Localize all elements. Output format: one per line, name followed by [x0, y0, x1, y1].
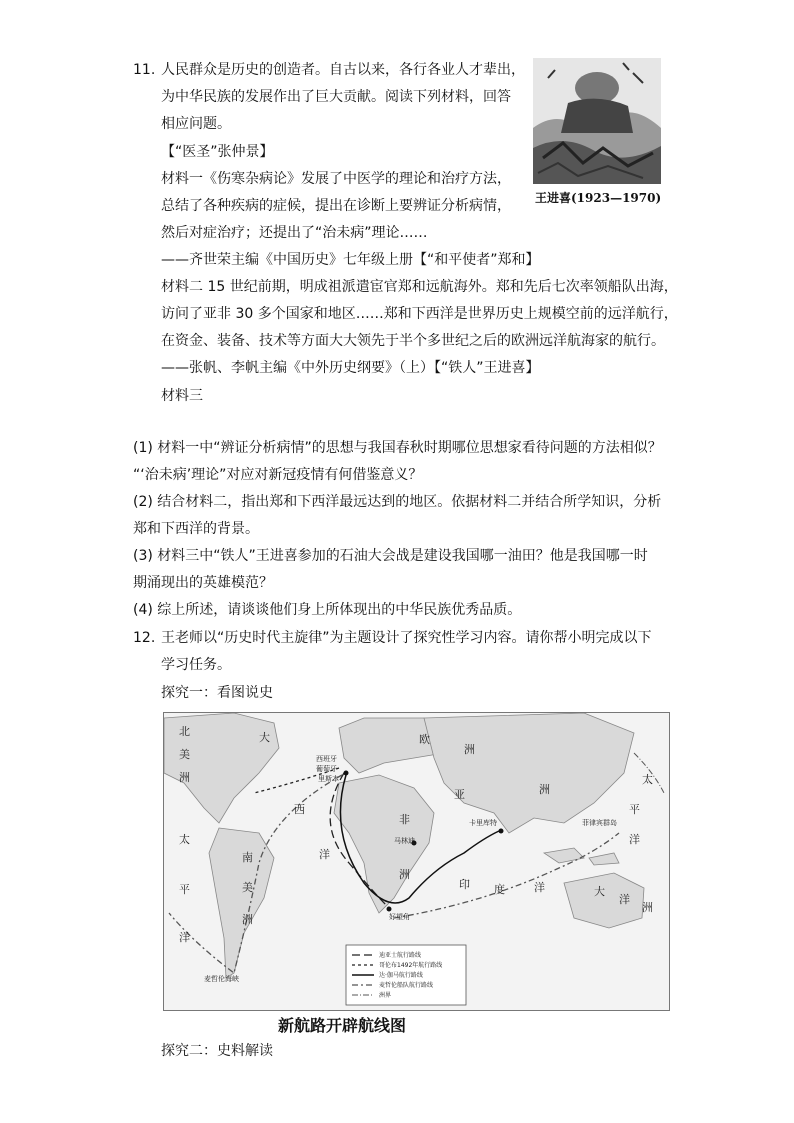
- map-label-pacific-right-2: 平: [629, 803, 640, 816]
- material2-line-1: 材料二 15 世纪前期，明成祖派遣宦官郑和远航海外。郑和先后七次率领船队出海，: [161, 279, 678, 295]
- map-label-oceania-2: 洋: [619, 893, 630, 906]
- map-label-indian-2: 度: [494, 883, 505, 896]
- map-label-lisbon: 里斯本: [318, 775, 339, 783]
- map-legend: [346, 945, 466, 1005]
- asia-land: [424, 713, 634, 833]
- legend-magellan: 麦哲伦船队航行路线: [379, 982, 434, 989]
- map-label-pacific-right-3: 洋: [629, 833, 640, 846]
- q12-intro-line-1: 王老师以“历史时代主旋律”为主题设计了探究性学习内容。请你帮小明完成以下: [161, 630, 652, 646]
- q11-sub-question-3: (3) 材料三中“铁人”王进喜参加的石油大会战是建设我国哪一油田？他是我国哪一时: [133, 548, 648, 564]
- q11-sub-question-2: (2) 结合材料二，指出郑和下西洋最远达到的地区。依据材料二并结合所学知识，分析: [133, 494, 662, 510]
- q11-sub-question-3-cont: 期涌现出的英雄模范？: [133, 575, 273, 591]
- africa-land: [334, 775, 434, 913]
- q11-intro-line-3: 相应问题。: [161, 116, 231, 132]
- map-label-north-america-1: 北: [179, 725, 190, 738]
- map-label-indian-1: 印: [459, 878, 470, 891]
- legend-columbus: 哥伦布1492年航行路线: [379, 962, 443, 969]
- section-title-zhang-zhongjing: 【“医圣”张仲景】: [161, 144, 274, 160]
- map-label-philippines: 菲律宾群岛: [582, 819, 617, 827]
- map-label-south-america-2: 美: [242, 881, 253, 894]
- map-label-portugal: 葡萄牙: [316, 765, 337, 773]
- map-label-pacific-right-1: 太: [642, 773, 653, 786]
- q11-intro-line-1: 人民群众是历史的创造者。自古以来，各行各业人才辈出，: [161, 62, 525, 78]
- map-label-atlantic-1: 大: [259, 731, 270, 744]
- map-label-spain: 西班牙: [316, 755, 337, 763]
- legend-da-gama: 达·伽马航行路线: [379, 972, 423, 979]
- material2-line-2: 访问了亚非 30 多个国家和地区……郑和下西洋是世界历史上规模空前的远洋航行，: [161, 306, 678, 322]
- indonesia-islands: [544, 848, 619, 865]
- map-label-atlantic-2: 西: [294, 803, 305, 816]
- map-label-europe-1: 欧: [419, 733, 430, 746]
- material3-label: 材料三: [161, 388, 203, 404]
- photo-caption: 王进喜(1923—1970): [535, 191, 662, 205]
- new-sea-routes-map: [163, 712, 670, 1011]
- map-label-north-america-3: 洲: [179, 771, 190, 784]
- map-label-europe-2: 洲: [464, 743, 475, 756]
- material1-line-2: 总结了各种疾病的症候，提出在诊断上要辨证分析病情，: [161, 198, 511, 214]
- map-label-malindi: 马林迪: [394, 837, 415, 845]
- map-label-north-america-2: 美: [179, 748, 190, 761]
- map-label-pacific-left-3: 洋: [179, 931, 190, 944]
- question-11-number: 11.: [133, 62, 156, 78]
- map-label-magellan-strait: 麦哲伦海峡: [204, 975, 239, 983]
- map-label-pacific-left-2: 平: [179, 883, 190, 896]
- map-label-south-america-3: 洲: [242, 913, 253, 926]
- explore-2-label: 探究二：史料解读: [161, 1043, 273, 1059]
- map-label-oceania-1: 大: [594, 885, 605, 898]
- q11-sub-question-2-cont: 郑和下西洋的背景。: [133, 521, 259, 537]
- legend-dias: 迪亚士航行路线: [379, 952, 422, 959]
- map-label-oceania-3: 洲: [642, 901, 653, 914]
- legend-boundary: 洲界: [379, 992, 392, 999]
- map-label-africa-2: 洲: [399, 868, 410, 881]
- material1-line-3: 然后对症治疗；还提出了“治未病”理论……: [161, 225, 428, 241]
- material2-line-3: 在资金、装备、技术等方面大大领先于半个多世纪之后的欧洲远洋航海家的航行。: [161, 333, 665, 349]
- map-label-atlantic-3: 洋: [319, 848, 330, 861]
- map-label-asia-2: 洲: [539, 783, 550, 796]
- question-12-number: 12.: [133, 630, 156, 646]
- q11-sub-question-1-cont: “‘治未病’理论”对应对新冠疫情有何借鉴意义？: [133, 467, 423, 483]
- explore-1-label: 探究一：看图说史: [161, 685, 273, 701]
- source1-line: ——齐世荣主编《中国历史》七年级上册【“和平使者”郑和】: [161, 252, 540, 268]
- q12-intro-line-2: 学习任务。: [161, 657, 231, 673]
- q11-sub-question-4: (4) 综上所述，请谈谈他们身上所体现出的中华民族优秀品质。: [133, 602, 522, 618]
- australia-land: [564, 873, 644, 928]
- map-label-pacific-left-1: 太: [179, 833, 190, 846]
- map-label-cape-of-good-hope: 好望角: [389, 913, 410, 921]
- map-label-africa-1: 非: [399, 813, 410, 826]
- map-title: 新航路开辟航线图: [278, 1016, 407, 1035]
- map-label-south-america-1: 南: [242, 851, 253, 864]
- map-label-indian-3: 洋: [534, 881, 545, 894]
- material1-line-1: 材料一《伤寒杂病论》发展了中医学的理论和治疗方法，: [161, 171, 511, 187]
- source2-line: ——张帆、李帆主编《中外历史纲要》（上）【“铁人”王进喜】: [161, 360, 540, 376]
- q11-intro-line-2: 为中华民族的发展作出了巨大贡献。阅读下列材料，回答: [161, 89, 511, 105]
- map-label-asia-1: 亚: [454, 788, 465, 801]
- map-label-calicut: 卡里库特: [469, 819, 497, 827]
- q11-sub-question-1: (1) 材料一中“辨证分析病情”的思想与我国春秋时期哪位思想家看待问题的方法相似？: [133, 440, 662, 456]
